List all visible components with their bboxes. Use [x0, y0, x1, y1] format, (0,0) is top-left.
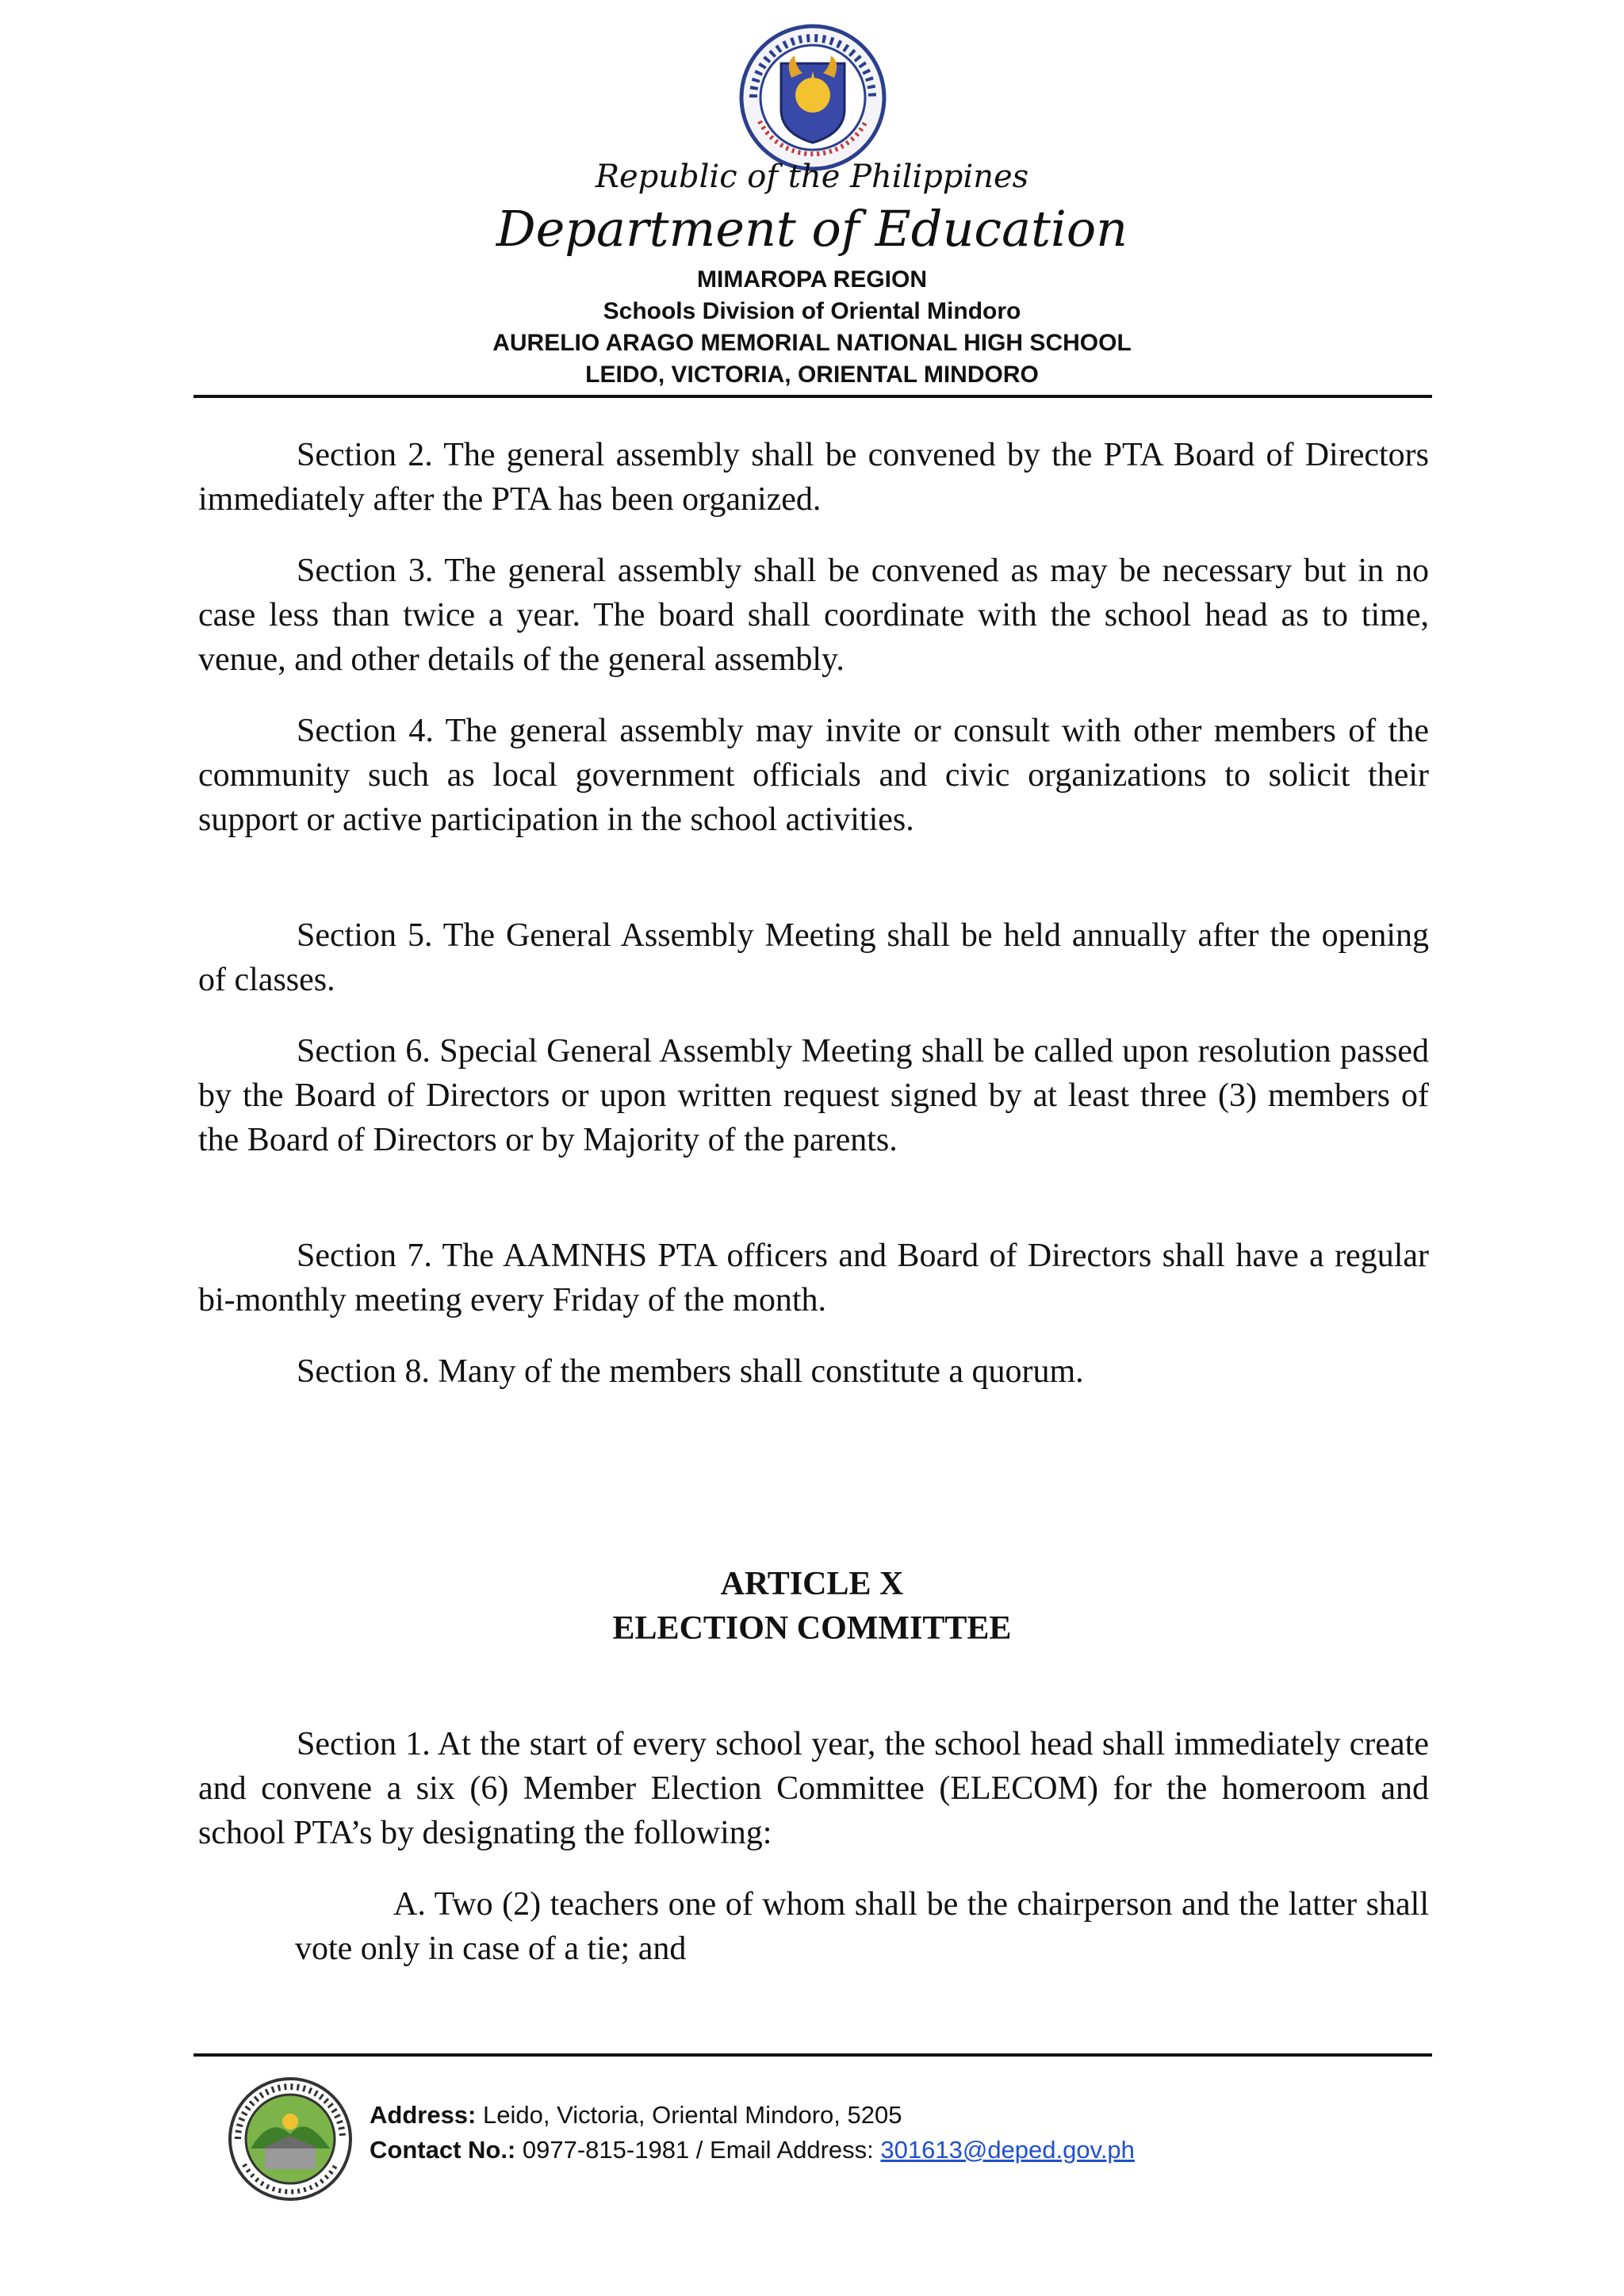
footer-contact: [370, 2136, 1135, 2164]
section-3-paragraph: Section 3. The general assembly shall be convened as may be necessary but in no case less than twice a year. The board shall coordinate with the school head as to time, venue, and other details of the general assembly.: [198, 553, 1429, 678]
deped-seal-icon: [737, 22, 888, 173]
school-logo-icon: [227, 2076, 354, 2202]
header-location: LEIDO, VICTORIA, ORIENTAL MINDORO: [585, 362, 1039, 388]
header-republic: Republic of the Philippines: [595, 159, 1029, 195]
section-5-paragraph: Section 5. The General Assembly Meeting shall be held annually after the opening of classes.: [198, 917, 1429, 998]
section-2-paragraph: Section 2. The general assembly shall be convened by the PTA Board of Directors immediately after the PTA has been organized.: [198, 437, 1429, 518]
header-divider: [193, 395, 1432, 398]
article-title: ARTICLE X: [720, 1566, 904, 1602]
footer-address-value: Leido, Victoria, Oriental Mindoro, 5205: [483, 2101, 902, 2129]
item-a-paragraph: A. Two (2) teachers one of whom shall be the chairperson and the latter shall vote only in case of a tie; and: [295, 1886, 1429, 1967]
footer-contact-value: 0977-815-1981 / Email Address:: [522, 2136, 874, 2164]
footer-email-link[interactable]: 301613@deped.gov.ph: [880, 2136, 1135, 2164]
footer-address-label: Address:: [370, 2101, 477, 2129]
header-department: Department of Education: [496, 200, 1128, 258]
section-6-paragraph: Section 6. Special General Assembly Meeting shall be called upon resolution passed by the Board of Directors or upon written request signed by at least three (3) members of the Board of Directors or by Majority of the parents.: [198, 1033, 1429, 1158]
footer-address: [370, 2101, 902, 2130]
footer-divider: [193, 2053, 1432, 2057]
footer-contact-label: Contact No.:: [370, 2136, 516, 2164]
article-section-1-paragraph: Section 1. At the start of every school year, the school head shall immediately create and convene a six (6) Member Election Committee (ELECOM) for the homeroom and school PTA’s by designating the following:: [198, 1726, 1429, 1851]
article-subtitle: ELECTION COMMITTEE: [612, 1610, 1012, 1647]
header-school: AURELIO ARAGO MEMORIAL NATIONAL HIGH SCHOOL: [492, 330, 1132, 356]
header-region: MIMAROPA REGION: [697, 266, 927, 293]
header-division: Schools Division of Oriental Mindoro: [603, 298, 1021, 324]
section-4-paragraph: Section 4. The general assembly may invite or consult with other members of the community such as local government officials and civic organizations to solicit their support or active participation in the school activities.: [198, 713, 1429, 838]
section-8-paragraph: Section 8. Many of the members shall constitute a quorum.: [297, 1353, 1084, 1390]
section-7-paragraph: Section 7. The AAMNHS PTA officers and Board of Directors shall have a regular bi-monthly meeting every Friday of the month.: [198, 1238, 1429, 1318]
